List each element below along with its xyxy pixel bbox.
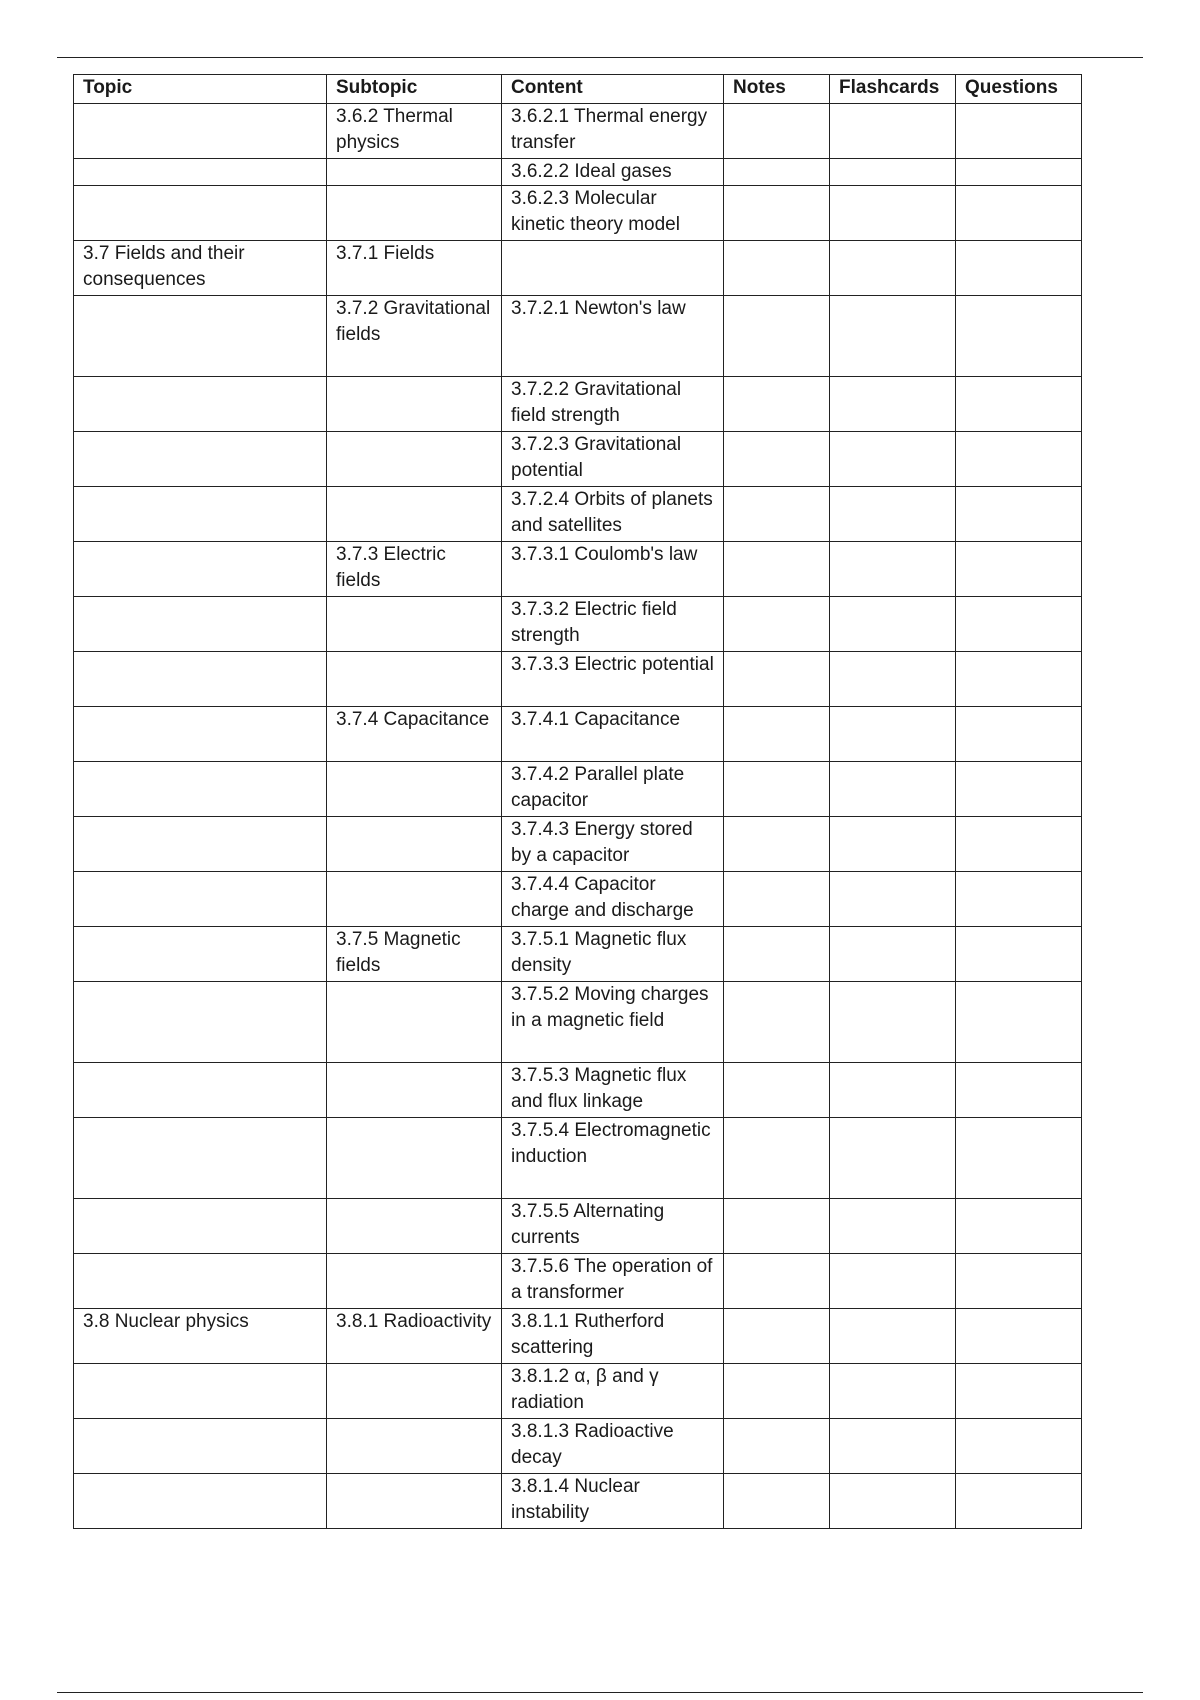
- questions-cell[interactable]: [956, 1364, 1082, 1419]
- topic-cell: [74, 1419, 327, 1474]
- flashcards-cell[interactable]: [830, 186, 956, 241]
- subtopic-cell: [327, 432, 502, 487]
- content-cell: 3.8.1.1 Rutherford scattering: [502, 1309, 724, 1364]
- flashcards-cell[interactable]: [830, 597, 956, 652]
- table-row: [74, 982, 1082, 1063]
- table-row: [74, 377, 1082, 432]
- questions-cell[interactable]: [956, 927, 1082, 982]
- table-row: [74, 241, 1082, 296]
- notes-cell[interactable]: [724, 1474, 830, 1529]
- topic-cell: [74, 296, 327, 377]
- table-row: [74, 159, 1082, 186]
- questions-cell[interactable]: [956, 1199, 1082, 1254]
- table-row: [74, 1419, 1082, 1474]
- topic-cell: [74, 1199, 327, 1254]
- notes-cell[interactable]: [724, 1419, 830, 1474]
- flashcards-cell[interactable]: [830, 982, 956, 1063]
- notes-cell[interactable]: [724, 762, 830, 817]
- questions-cell[interactable]: [956, 597, 1082, 652]
- table-row: [74, 542, 1082, 597]
- header-rule: [57, 57, 1143, 58]
- topic-cell: [74, 432, 327, 487]
- questions-cell[interactable]: [956, 872, 1082, 927]
- questions-cell[interactable]: [956, 377, 1082, 432]
- topic-cell: [74, 597, 327, 652]
- column-header-notes: Notes: [724, 75, 830, 104]
- subtopic-cell: [327, 1199, 502, 1254]
- column-header-topic: Topic: [74, 75, 327, 104]
- flashcards-cell[interactable]: [830, 1419, 956, 1474]
- questions-cell[interactable]: [956, 542, 1082, 597]
- flashcards-cell[interactable]: [830, 377, 956, 432]
- notes-cell[interactable]: [724, 1199, 830, 1254]
- notes-cell[interactable]: [724, 1364, 830, 1419]
- questions-cell[interactable]: [956, 159, 1082, 186]
- notes-cell[interactable]: [724, 927, 830, 982]
- table-row: [74, 487, 1082, 542]
- notes-cell[interactable]: [724, 159, 830, 186]
- table-row: [74, 817, 1082, 872]
- table-row: [74, 597, 1082, 652]
- table-row: [74, 1118, 1082, 1199]
- notes-cell[interactable]: [724, 377, 830, 432]
- topic-cell: [74, 1364, 327, 1419]
- questions-cell[interactable]: [956, 487, 1082, 542]
- notes-cell[interactable]: [724, 104, 830, 159]
- subtopic-cell: [327, 159, 502, 186]
- subtopic-cell: [327, 1063, 502, 1118]
- notes-cell[interactable]: [724, 241, 830, 296]
- flashcards-cell[interactable]: [830, 1474, 956, 1529]
- content-cell: 3.7.3.1 Coulomb's law: [502, 542, 724, 597]
- content-cell: 3.6.2.3 Molecular kinetic theory model: [502, 186, 724, 241]
- topic-cell: [74, 1254, 327, 1309]
- subtopic-cell: [327, 1364, 502, 1419]
- subtopic-cell: [327, 487, 502, 542]
- subtopic-cell: [327, 186, 502, 241]
- flashcards-cell[interactable]: [830, 432, 956, 487]
- subtopic-cell: [327, 652, 502, 707]
- questions-cell[interactable]: [956, 652, 1082, 707]
- questions-cell[interactable]: [956, 241, 1082, 296]
- topic-cell: [74, 104, 327, 159]
- notes-cell[interactable]: [724, 982, 830, 1063]
- table-row: [74, 1364, 1082, 1419]
- flashcards-cell[interactable]: [830, 762, 956, 817]
- content-cell: 3.7.2.1 Newton's law: [502, 296, 724, 377]
- notes-cell[interactable]: [724, 432, 830, 487]
- column-header-content: Content: [502, 75, 724, 104]
- table-row: [74, 1254, 1082, 1309]
- content-cell: 3.7.5.3 Magnetic flux and flux linkage: [502, 1063, 724, 1118]
- notes-cell[interactable]: [724, 707, 830, 762]
- topic-cell: [74, 186, 327, 241]
- topic-cell: 3.7 Fields and their consequences: [74, 241, 327, 296]
- table-row: [74, 104, 1082, 159]
- questions-cell[interactable]: [956, 1419, 1082, 1474]
- topic-cell: [74, 652, 327, 707]
- column-header-flashcards: Flashcards: [830, 75, 956, 104]
- flashcards-cell[interactable]: [830, 159, 956, 186]
- flashcards-cell[interactable]: [830, 241, 956, 296]
- content-cell: 3.7.4.2 Parallel plate capacitor: [502, 762, 724, 817]
- notes-cell[interactable]: [724, 597, 830, 652]
- flashcards-cell[interactable]: [830, 542, 956, 597]
- table-row: [74, 707, 1082, 762]
- topic-cell: [74, 707, 327, 762]
- content-cell: 3.7.4.3 Energy stored by a capacitor: [502, 817, 724, 872]
- subtopic-cell: [327, 982, 502, 1063]
- subtopic-cell: [327, 872, 502, 927]
- content-cell: 3.8.1.2 α, β and γ radiation: [502, 1364, 724, 1419]
- topic-cell: [74, 872, 327, 927]
- flashcards-cell[interactable]: [830, 817, 956, 872]
- questions-cell[interactable]: [956, 817, 1082, 872]
- notes-cell[interactable]: [724, 487, 830, 542]
- subtopic-cell: 3.7.5 Magnetic fields: [327, 927, 502, 982]
- topic-cell: [74, 817, 327, 872]
- topic-cell: [74, 1474, 327, 1529]
- notes-cell[interactable]: [724, 186, 830, 241]
- flashcards-cell[interactable]: [830, 1309, 956, 1364]
- flashcards-cell[interactable]: [830, 707, 956, 762]
- questions-cell[interactable]: [956, 1063, 1082, 1118]
- flashcards-cell[interactable]: [830, 1364, 956, 1419]
- flashcards-cell[interactable]: [830, 1063, 956, 1118]
- notes-cell[interactable]: [724, 872, 830, 927]
- questions-cell[interactable]: [956, 186, 1082, 241]
- subtopic-cell: [327, 597, 502, 652]
- notes-cell[interactable]: [724, 1254, 830, 1309]
- flashcards-cell[interactable]: [830, 487, 956, 542]
- table-row: [74, 1199, 1082, 1254]
- subtopic-cell: [327, 817, 502, 872]
- subtopic-cell: 3.7.2 Gravitational fields: [327, 296, 502, 377]
- notes-cell[interactable]: [724, 1309, 830, 1364]
- questions-cell[interactable]: [956, 707, 1082, 762]
- content-cell: 3.7.5.2 Moving charges in a magnetic field: [502, 982, 724, 1063]
- column-header-subtopic: Subtopic: [327, 75, 502, 104]
- notes-cell[interactable]: [724, 542, 830, 597]
- table-row: [74, 872, 1082, 927]
- content-cell: 3.7.3.3 Electric potential: [502, 652, 724, 707]
- table-row: [74, 432, 1082, 487]
- topic-cell: [74, 1063, 327, 1118]
- questions-cell[interactable]: [956, 296, 1082, 377]
- table-row: [74, 762, 1082, 817]
- questions-cell[interactable]: [956, 1118, 1082, 1199]
- content-cell: 3.7.2.4 Orbits of planets and satellites: [502, 487, 724, 542]
- flashcards-cell[interactable]: [830, 1199, 956, 1254]
- notes-cell[interactable]: [724, 296, 830, 377]
- content-cell: 3.7.5.6 The operation of a transformer: [502, 1254, 724, 1309]
- content-cell: 3.7.5.1 Magnetic flux density: [502, 927, 724, 982]
- footer-rule: [57, 1692, 1143, 1693]
- table-row: [74, 296, 1082, 377]
- table-header-row: [74, 75, 1082, 104]
- content-cell: [502, 241, 724, 296]
- topic-cell: [74, 542, 327, 597]
- questions-cell[interactable]: [956, 1254, 1082, 1309]
- subtopic-cell: [327, 1118, 502, 1199]
- specification-table: [73, 74, 1082, 1529]
- topic-cell: [74, 377, 327, 432]
- questions-cell[interactable]: [956, 982, 1082, 1063]
- subtopic-cell: [327, 377, 502, 432]
- questions-cell[interactable]: [956, 762, 1082, 817]
- content-cell: 3.7.5.5 Alternating currents: [502, 1199, 724, 1254]
- table-row: [74, 1063, 1082, 1118]
- subtopic-cell: [327, 1254, 502, 1309]
- questions-cell[interactable]: [956, 1309, 1082, 1364]
- table-row: [74, 1309, 1082, 1364]
- table-row: [74, 1474, 1082, 1529]
- content-cell: 3.6.2.2 Ideal gases: [502, 159, 724, 186]
- subtopic-cell: [327, 1474, 502, 1529]
- subtopic-cell: 3.7.3 Electric fields: [327, 542, 502, 597]
- topic-cell: [74, 159, 327, 186]
- flashcards-cell[interactable]: [830, 1118, 956, 1199]
- table-row: [74, 652, 1082, 707]
- topic-cell: [74, 927, 327, 982]
- topic-cell: [74, 762, 327, 817]
- table-row: [74, 927, 1082, 982]
- topic-cell: [74, 487, 327, 542]
- table-row: [74, 186, 1082, 241]
- flashcards-cell[interactable]: [830, 927, 956, 982]
- content-cell: 3.6.2.1 Thermal energy transfer: [502, 104, 724, 159]
- column-header-questions: Questions: [956, 75, 1082, 104]
- content-cell: 3.7.2.3 Gravitational potential: [502, 432, 724, 487]
- content-cell: 3.7.2.2 Gravitational field strength: [502, 377, 724, 432]
- questions-cell[interactable]: [956, 104, 1082, 159]
- subtopic-cell: 3.8.1 Radioactivity: [327, 1309, 502, 1364]
- flashcards-cell[interactable]: [830, 104, 956, 159]
- subtopic-cell: 3.7.4 Capacitance: [327, 707, 502, 762]
- notes-cell[interactable]: [724, 1063, 830, 1118]
- topic-cell: 3.8 Nuclear physics: [74, 1309, 327, 1364]
- notes-cell[interactable]: [724, 1118, 830, 1199]
- questions-cell[interactable]: [956, 1474, 1082, 1529]
- subtopic-cell: 3.7.1 Fields: [327, 241, 502, 296]
- content-cell: 3.8.1.3 Radioactive decay: [502, 1419, 724, 1474]
- content-cell: 3.7.4.4 Capacitor charge and discharge: [502, 872, 724, 927]
- content-cell: 3.8.1.4 Nuclear instability: [502, 1474, 724, 1529]
- content-cell: 3.7.5.4 Electromagnetic induction: [502, 1118, 724, 1199]
- subtopic-cell: [327, 1419, 502, 1474]
- subtopic-cell: 3.6.2 Thermal physics: [327, 104, 502, 159]
- flashcards-cell[interactable]: [830, 652, 956, 707]
- notes-cell[interactable]: [724, 652, 830, 707]
- topic-cell: [74, 982, 327, 1063]
- flashcards-cell[interactable]: [830, 872, 956, 927]
- content-cell: 3.7.4.1 Capacitance: [502, 707, 724, 762]
- questions-cell[interactable]: [956, 432, 1082, 487]
- notes-cell[interactable]: [724, 817, 830, 872]
- content-cell: 3.7.3.2 Electric field strength: [502, 597, 724, 652]
- flashcards-cell[interactable]: [830, 296, 956, 377]
- topic-cell: [74, 1118, 327, 1199]
- flashcards-cell[interactable]: [830, 1254, 956, 1309]
- subtopic-cell: [327, 762, 502, 817]
